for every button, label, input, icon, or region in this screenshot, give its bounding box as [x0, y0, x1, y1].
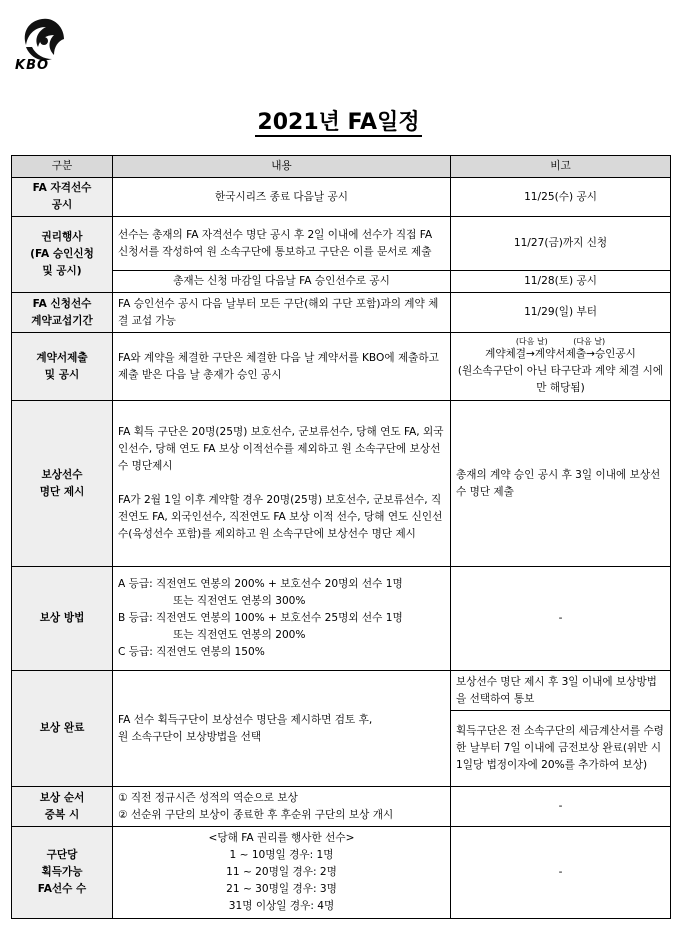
row-content — [113, 827, 451, 919]
header-row — [12, 156, 671, 178]
logo-text: KBO — [15, 58, 50, 73]
row-category: 보상 방법 — [12, 567, 113, 671]
grade-line: C 등급: 직전연도 연봉의 150% — [118, 646, 265, 658]
table-row — [12, 787, 671, 827]
row-category: FA 신청선수 계약교섭기간 — [12, 293, 113, 333]
row-note: 11/27(금)까지 신청 — [451, 217, 671, 271]
row-note: - — [451, 787, 671, 827]
row-content: FA와 계약을 체결한 구단은 체결한 다음 날 계약서를 KBO에 제출하고 제출 받은 다음 날 총재가 승인 공시 — [113, 333, 451, 401]
row-note: 11/25(수) 공시 — [451, 178, 671, 217]
row-category: 구단당 획득가능 FA선수 수 — [12, 827, 113, 919]
table-row — [12, 217, 671, 271]
row-note — [451, 333, 671, 401]
quota-line: 21 ~ 30명일 경우: 3명 — [226, 883, 337, 895]
row-content — [113, 401, 451, 567]
fa-schedule-table — [11, 155, 671, 919]
table-row — [12, 671, 671, 711]
row-category: 보상 순서 중복 시 — [12, 787, 113, 827]
grade-line: A 등급: 직전연도 연봉의 200% + 보호선수 20명외 선수 1명 — [118, 578, 403, 590]
table-row — [12, 401, 671, 567]
content-paragraph: FA가 2월 1일 이후 계약할 경우 20명(25명) 보호선수, 군보류선수, 직전연도 FA, 외국인선수, 직전연도 FA 보상 이적 선수, 당해 연도 신인선수(육성선수 포함)를 제외하고 원 소속구단에 보상선수 명단 제시 — [118, 494, 443, 540]
row-content: FA 선수 획득구단이 보상선수 명단을 제시하면 검토 후, 원 소속구단이 보상방법을 선택 — [113, 671, 451, 787]
row-note: - — [451, 567, 671, 671]
note-superscript: (다음 날) (다음 날) — [515, 336, 606, 346]
row-note: 11/29(일) 부터 — [451, 293, 671, 333]
table-row — [12, 333, 671, 401]
header-category: 구분 — [12, 156, 113, 178]
quota-line: 11 ~ 20명일 경우: 2명 — [226, 866, 337, 878]
note-flow: 계약체결→계약서제출→승인공시 — [485, 347, 636, 360]
row-content — [113, 787, 451, 827]
row-content: 총재는 신청 마감일 다음날 FA 승인선수로 공시 — [113, 271, 451, 293]
grade-line: 또는 직전연도 연봉의 300% — [173, 595, 306, 607]
row-content — [113, 567, 451, 671]
row-note: 보상선수 명단 제시 후 3일 이내에 보상방법을 선택하여 통보 — [451, 671, 671, 711]
row-category: FA 자격선수 공시 — [12, 178, 113, 217]
row-content: 한국시리즈 종료 다음날 공시 — [113, 178, 451, 217]
grade-line: 또는 직전연도 연봉의 200% — [173, 629, 306, 641]
quota-line: <당해 FA 권리를 행사한 선수> — [208, 832, 355, 844]
row-category: 보상 완료 — [12, 671, 113, 787]
table-row — [12, 827, 671, 919]
table-row — [12, 293, 671, 333]
document-title — [0, 105, 677, 136]
note-sub: (원소속구단이 아닌 타구단과 계약 체결 시에만 해당됨) — [457, 364, 664, 394]
row-content: FA 승인선수 공시 다음 날부터 모든 구단(해외 구단 포함)과의 계약 체결 교섭 가능 — [113, 293, 451, 333]
row-note: - — [451, 827, 671, 919]
row-category: 계약서제출 및 공시 — [12, 333, 113, 401]
header-note: 비고 — [451, 156, 671, 178]
row-category: 권리행사 (FA 승인신청 및 공시) — [12, 217, 113, 293]
order-line: ② 선순위 구단의 보상이 종료한 후 후순위 구단의 보상 개시 — [118, 808, 394, 821]
quota-line: 31명 이상일 경우: 4명 — [228, 900, 335, 912]
row-category: 보상선수 명단 제시 — [12, 401, 113, 567]
row-note: 총재의 계약 승인 공시 후 3일 이내에 보상선수 명단 제출 — [451, 401, 671, 567]
row-note: 획득구단은 전 소속구단의 세금계산서를 수령한 날부터 7일 이내에 금전보상 완료(위반 시 1일당 법정이자에 20%를 추가하여 보상) — [451, 711, 671, 787]
table-row — [12, 567, 671, 671]
order-line: ① 직전 정규시즌 성적의 역순으로 보상 — [118, 791, 298, 804]
row-content: 선수는 총재의 FA 자격선수 명단 공시 후 2일 이내에 선수가 직접 FA 신청서를 작성하여 원 소속구단에 통보하고 구단은 이를 문서로 제출 — [113, 217, 451, 271]
header-content: 내용 — [113, 156, 451, 178]
content-paragraph: FA 획득 구단은 20명(25명) 보호선수, 군보류선수, 당해 연도 FA, 외국인선수, 당해 연도 FA 보상 이적선수를 제외하고 원 소속구단에 보상선수 명단제시 — [118, 426, 444, 472]
grade-line: B 등급: 직전연도 연봉의 100% + 보호선수 25명외 선수 1명 — [118, 612, 403, 624]
title-text: 2021년 FA일정 — [257, 110, 420, 135]
row-note: 11/28(토) 공시 — [451, 271, 671, 293]
quota-line: 1 ~ 10명일 경우: 1명 — [229, 849, 334, 861]
table-row — [12, 178, 671, 217]
